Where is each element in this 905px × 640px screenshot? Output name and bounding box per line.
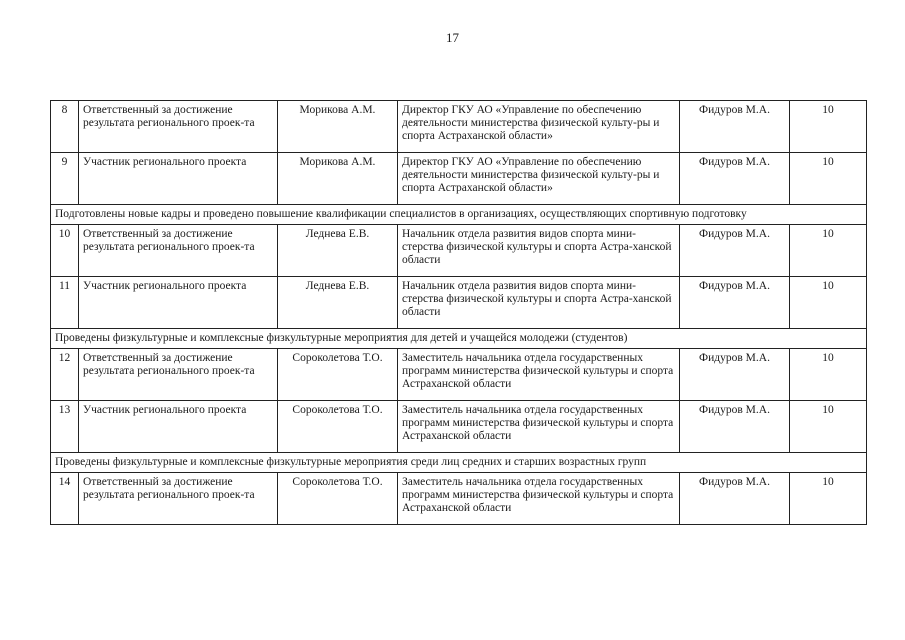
row-value: 10 <box>790 277 867 329</box>
responsibility-table <box>50 100 867 525</box>
row-number: 12 <box>51 349 79 401</box>
row-position: Начальник отдела развития видов спорта мини-стерства физической культуры и спорта Астра-ханской области <box>398 225 680 277</box>
section-heading-row <box>51 329 867 349</box>
row-number: 13 <box>51 401 79 453</box>
row-number: 9 <box>51 153 79 205</box>
row-supervisor: Фидуров М.А. <box>680 277 790 329</box>
section-heading-row <box>51 453 867 473</box>
row-number: 10 <box>51 225 79 277</box>
row-number: 14 <box>51 473 79 525</box>
row-value: 10 <box>790 349 867 401</box>
table-row <box>51 153 867 205</box>
row-role: Ответственный за достижение результата регионального проек-та <box>79 473 278 525</box>
row-value: 10 <box>790 225 867 277</box>
row-role: Участник регионального проекта <box>79 277 278 329</box>
section-heading: Подготовлены новые кадры и проведено повышение квалификации специалистов в организациях, осуществляющих спортивную подготовку <box>51 205 867 225</box>
row-role: Участник регионального проекта <box>79 401 278 453</box>
row-person: Сороколетова Т.О. <box>278 401 398 453</box>
row-supervisor: Фидуров М.А. <box>680 153 790 205</box>
row-position: Директор ГКУ АО «Управление по обеспечению деятельности министерства физической культу-ры и спорта Астраханской области» <box>398 153 680 205</box>
row-value: 10 <box>790 473 867 525</box>
row-role: Ответственный за достижение результата регионального проек-та <box>79 101 278 153</box>
row-supervisor: Фидуров М.А. <box>680 473 790 525</box>
row-supervisor: Фидуров М.А. <box>680 349 790 401</box>
section-heading: Проведены физкультурные и комплексные физкультурные мероприятия для детей и учащейся молодежи (студентов) <box>51 329 867 349</box>
row-person: Морикова А.М. <box>278 153 398 205</box>
row-role: Участник регионального проекта <box>79 153 278 205</box>
row-position: Заместитель начальника отдела государственных программ министерства физической культуры и спорта Астраханской области <box>398 349 680 401</box>
table-row <box>51 349 867 401</box>
section-heading: Проведены физкультурные и комплексные физкультурные мероприятия среди лиц средних и старших возрастных групп <box>51 453 867 473</box>
row-role: Ответственный за достижение результата регионального проек-та <box>79 349 278 401</box>
row-position: Начальник отдела развития видов спорта мини-стерства физической культуры и спорта Астра-ханской области <box>398 277 680 329</box>
section-heading-row <box>51 205 867 225</box>
row-position: Заместитель начальника отдела государственных программ министерства физической культуры и спорта Астраханской области <box>398 401 680 453</box>
row-person: Леднева Е.В. <box>278 225 398 277</box>
row-number: 8 <box>51 101 79 153</box>
row-value: 10 <box>790 101 867 153</box>
table-row <box>51 473 867 525</box>
row-supervisor: Фидуров М.А. <box>680 101 790 153</box>
row-value: 10 <box>790 401 867 453</box>
table-row <box>51 401 867 453</box>
row-person: Сороколетова Т.О. <box>278 349 398 401</box>
table-row <box>51 277 867 329</box>
row-supervisor: Фидуров М.А. <box>680 225 790 277</box>
row-person: Сороколетова Т.О. <box>278 473 398 525</box>
row-value: 10 <box>790 153 867 205</box>
page-number: 17 <box>446 30 459 45</box>
row-supervisor: Фидуров М.А. <box>680 401 790 453</box>
table-row <box>51 225 867 277</box>
row-person: Морикова А.М. <box>278 101 398 153</box>
row-number: 11 <box>51 277 79 329</box>
row-position: Заместитель начальника отдела государственных программ министерства физической культуры и спорта Астраханской области <box>398 473 680 525</box>
row-person: Леднева Е.В. <box>278 277 398 329</box>
table-row <box>51 101 867 153</box>
row-position: Директор ГКУ АО «Управление по обеспечению деятельности министерства физической культу-ры и спорта Астраханской области» <box>398 101 680 153</box>
row-role: Ответственный за достижение результата регионального проек-та <box>79 225 278 277</box>
